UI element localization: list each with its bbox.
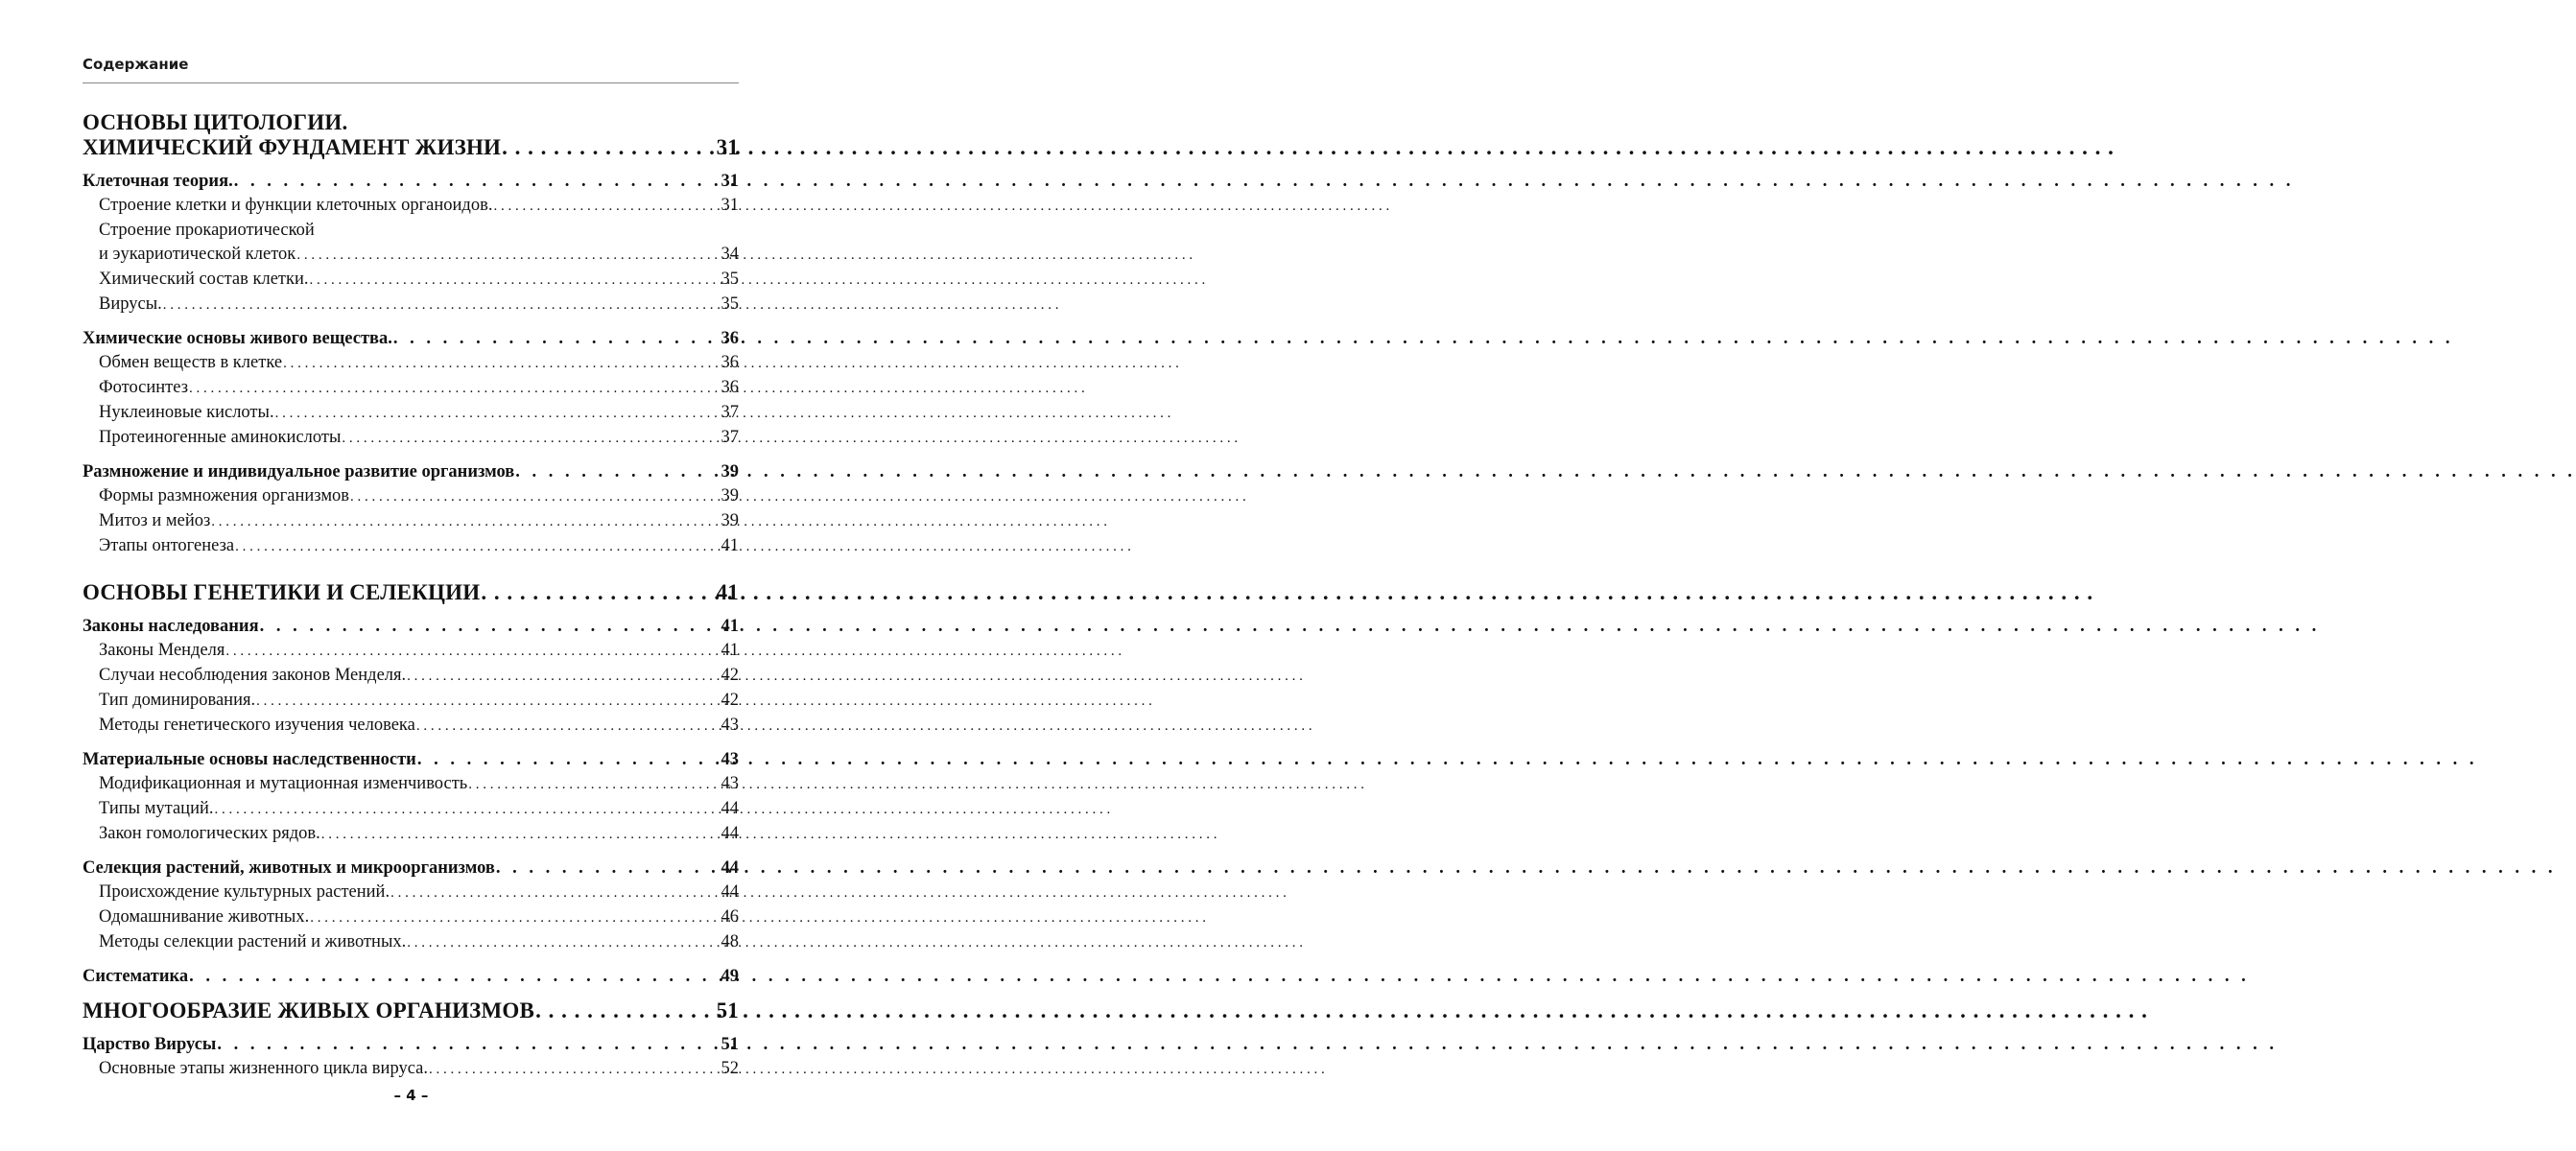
leader-dots [428,1058,721,1082]
toc-item[interactable] [83,905,739,930]
page-number: 39 [721,486,739,505]
item-title: Закон гомологических рядов. [99,824,320,843]
header-rule [83,82,739,83]
page-number: 41 [721,641,739,660]
item-title: Тип доминирования. [99,691,256,710]
item-title: Случаи несоблюдения законов Менделя. [99,666,407,685]
running-header: Содержание [83,56,189,73]
toc-item[interactable] [83,194,739,219]
item-title-line2: и эукариотической клеток [99,245,296,264]
page-number: 36 [721,329,739,348]
leader-dots [341,427,721,451]
item-title: Строение клетки и функции клеточных органоидов. [99,196,493,215]
section-title: Материальные основы наследственности [83,750,416,769]
leader-dots [309,269,721,293]
section-title: Селекция растений, животных и микроорганизмов [83,858,495,878]
leader-dots [495,857,721,881]
toc-item[interactable] [83,797,739,822]
toc-item[interactable] [83,219,739,268]
leader-dots [390,881,721,905]
page-number: 51 [721,1035,739,1054]
page-number: 34 [721,245,739,264]
page-number: 31 [721,196,739,215]
section-title: Химические основы живого вещества. [83,329,392,348]
leader-dots [210,510,721,534]
item-title: Обмен веществ в клетке [99,353,283,372]
toc-item[interactable] [83,822,739,847]
item-title: Этапы онтогенеза [99,536,235,555]
toc-section[interactable] [83,615,739,639]
toc-section[interactable] [83,748,739,772]
toc-item[interactable] [83,664,739,689]
item-title: Законы Менделя [99,641,225,660]
item-title: Основные этапы жизненного цикла вируса. [99,1059,428,1078]
leader-dots [480,580,716,605]
toc-item[interactable] [83,268,739,293]
leader-dots [534,998,717,1023]
leader-dots [225,640,721,664]
page-number: 41 [716,580,739,604]
item-title: Вирусы. [99,294,162,314]
page-number: 44 [721,824,739,843]
toc-item[interactable] [83,401,739,426]
page-number: 37 [721,403,739,422]
page-number: 43 [721,774,739,793]
page-number: 46 [721,907,739,927]
leader-dots [320,823,721,847]
leader-dots [188,377,721,401]
toc-section[interactable] [83,327,739,351]
part-title-line2: ХИМИЧЕСКИЙ ФУНДАМЕНТ ЖИЗНИ [83,135,502,159]
toc-item[interactable] [83,881,739,905]
leader-dots [216,1033,721,1057]
page-number: 31 [721,172,739,191]
page-number: 52 [721,1059,739,1078]
item-title: Фотосинтез [99,378,189,397]
leader-dots [282,352,721,376]
page-number: 51 [716,998,739,1022]
section-title: Клеточная теория. [83,172,233,191]
page-number: 35 [721,294,739,314]
item-title: Одомашнивание животных. [99,907,310,927]
page-number: 44 [721,799,739,818]
toc-section[interactable] [83,1033,739,1057]
toc-section[interactable] [83,460,739,484]
toc-item[interactable] [83,772,739,797]
leader-dots [274,402,721,426]
toc-item[interactable] [83,376,739,401]
page-number: 41 [721,536,739,555]
leader-dots [467,773,721,797]
leader-dots [406,665,721,689]
page-number: 48 [721,932,739,951]
toc-part-diversity[interactable] [83,998,739,1023]
leader-dots [416,748,721,772]
leader-dots [492,195,721,219]
leader-dots [234,535,721,559]
page-number: 39 [721,511,739,530]
page-number: 36 [721,378,739,397]
item-title: Митоз и мейоз [99,511,211,530]
table-of-contents [83,110,739,1082]
part-title-line1: ОСНОВЫ ЦИТОЛОГИИ. [83,110,348,134]
toc-item[interactable] [83,484,739,509]
section-title: Размножение и индивидуальное развитие организмов [83,462,515,482]
page-number: 44 [721,858,739,878]
toc-part-cytology[interactable] [83,110,739,160]
leader-dots [259,615,721,639]
page-number: 42 [721,691,739,710]
item-title: Химический состав клетки. [99,270,309,289]
toc-item[interactable] [83,930,739,955]
section-title: Систематика [83,967,189,986]
item-title: Модификационная и мутационная изменчивость [99,774,468,793]
item-title: Нуклеиновые кислоты. [99,403,274,422]
page-number: 37 [721,428,739,447]
toc-item[interactable] [83,689,739,714]
item-title: Типы мутаций. [99,799,214,818]
toc-item[interactable] [83,293,739,317]
leader-dots [255,690,721,714]
part-title: МНОГООБРАЗИЕ ЖИВЫХ ОРГАНИЗМОВ [83,998,535,1022]
item-title-line1: Строение прокариотической [99,221,315,240]
page-number: 31 [716,135,739,159]
leader-dots [392,327,721,351]
item-title: Методы селекции растений и животных. [99,932,407,951]
page-number: 35 [721,270,739,289]
toc-part-genetics[interactable] [83,580,739,605]
page-number: 49 [721,967,739,986]
section-title: Царство Вирусы [83,1035,217,1054]
leader-dots [514,460,721,484]
section-title: Законы наследования [83,617,259,636]
toc-item[interactable] [83,1057,739,1082]
leader-dots [214,798,721,822]
toc-section[interactable] [83,965,739,989]
toc-item[interactable] [83,534,739,559]
leader-dots [162,294,721,317]
leader-dots [349,485,721,509]
item-title: Формы размножения организмов [99,486,350,505]
leader-dots [415,715,721,739]
page-number: 43 [721,716,739,735]
toc-item[interactable] [83,351,739,376]
toc-item[interactable] [83,639,739,664]
page-number: 41 [721,617,739,636]
leader-dots [309,906,721,930]
page-number: 36 [721,353,739,372]
leader-dots [406,931,721,955]
page-number: 43 [721,750,739,769]
page-number: 42 [721,666,739,685]
leader-dots [188,965,721,989]
toc-section[interactable] [83,170,739,194]
page-number-footer: – 4 – [393,1087,429,1104]
item-title: Протеиногенные аминокислоты [99,428,342,447]
item-title: Происхождение культурных растений. [99,882,390,902]
toc-item[interactable] [83,714,739,739]
leader-dots [295,244,721,268]
leader-dots [501,135,716,160]
leader-dots [233,170,721,194]
toc-item[interactable] [83,509,739,534]
page-number: 44 [721,882,739,902]
part-title: ОСНОВЫ ГЕНЕТИКИ И СЕЛЕКЦИИ [83,580,481,604]
page-number: 39 [721,462,739,482]
toc-item[interactable] [83,426,739,451]
item-title: Методы генетического изучения человека [99,716,415,735]
toc-section[interactable] [83,857,739,881]
